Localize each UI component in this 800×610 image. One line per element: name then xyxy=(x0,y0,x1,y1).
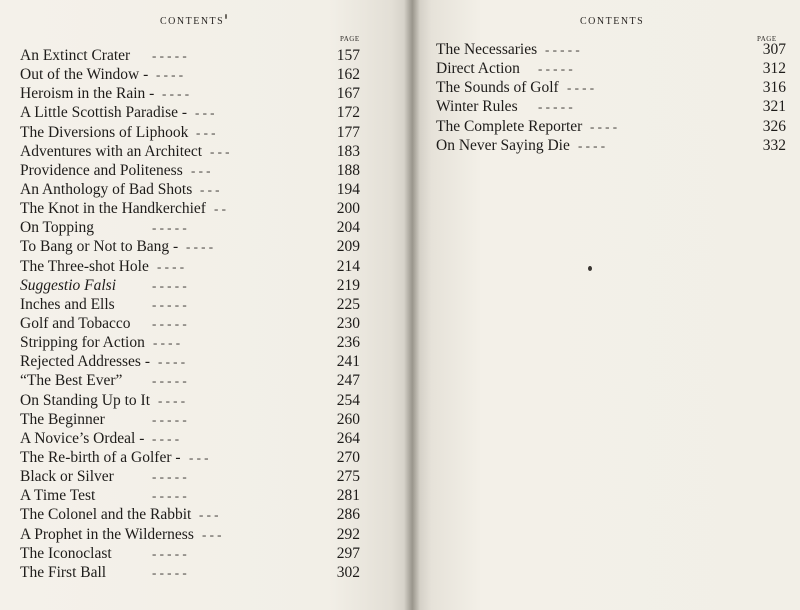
toc-entry-page-number: 204 xyxy=(336,219,360,237)
toc-entry xyxy=(436,117,786,136)
toc-leader-dashes: - - - - - xyxy=(152,411,187,427)
toc-leader-dashes: - - - - - xyxy=(152,220,187,236)
toc-entry-title: The Colonel and the Rabbit xyxy=(20,506,192,524)
toc-entry-title: Heroism in the Rain - xyxy=(20,85,155,103)
toc-entry-page-number: 183 xyxy=(336,142,360,160)
toc-entry-page-number: 247 xyxy=(336,372,360,390)
toc-entry-title: A Novice’s Ordeal - xyxy=(20,429,145,447)
toc-entry-page-number: 275 xyxy=(336,468,360,486)
toc-entry-title: Out of the Window - xyxy=(20,66,149,84)
toc-leader-dashes: - - - xyxy=(200,181,220,197)
toc-entry-title: “The Best Ever” xyxy=(20,372,123,390)
toc-leader-dashes: - - - - xyxy=(162,86,190,102)
toc-leader-dashes: - - xyxy=(214,201,226,217)
toc-leader-dashes: - - - - - xyxy=(152,373,187,389)
toc-leader-dashes: - - - - - xyxy=(152,469,187,485)
toc-entry-title: A Little Scottish Paradise - xyxy=(20,104,188,122)
toc-entry-page-number: 260 xyxy=(336,410,360,428)
toc-leader-dashes: - - - xyxy=(196,124,216,140)
toc-entry-title: On Standing Up to It xyxy=(20,391,151,409)
toc-entry-title: The Complete Reporter xyxy=(436,117,583,135)
toc-entry-page-number: 332 xyxy=(762,136,786,154)
toc-leader-dashes: - - - - xyxy=(153,335,181,351)
toc-entry-page-number: 157 xyxy=(336,47,360,64)
toc-entry xyxy=(20,505,360,524)
toc-entry xyxy=(20,237,360,256)
right-page xyxy=(412,0,800,610)
toc-entry-title: Providence and Politeness xyxy=(20,161,183,179)
toc-entry-page-number: 236 xyxy=(336,334,360,352)
toc-entry-page-number: 230 xyxy=(336,314,360,332)
toc-entry xyxy=(20,123,360,142)
toc-leader-dashes: - - - - - xyxy=(152,48,187,63)
toc-entry-page-number: 200 xyxy=(336,200,360,218)
toc-entry xyxy=(20,180,360,199)
toc-entry xyxy=(20,410,360,429)
toc-entry xyxy=(436,40,786,59)
page-column-label-left: PAGE xyxy=(340,35,360,43)
toc-entry xyxy=(20,103,360,122)
toc-entry-page-number: 270 xyxy=(336,448,360,466)
toc-entry-page-number: 264 xyxy=(336,429,360,447)
toc-entry-page-number: 297 xyxy=(336,544,360,562)
toc-entry xyxy=(20,84,360,103)
toc-entry-title: The Three-shot Hole xyxy=(20,257,149,275)
toc-entry-title: A Prophet in the Wilderness xyxy=(20,525,194,543)
toc-entry-title: The Re-birth of a Golfer - xyxy=(20,448,181,466)
toc-entry-title: Black or Silver xyxy=(20,468,114,486)
toc-leader-dashes: - - - xyxy=(210,143,230,159)
toc-entry xyxy=(436,136,786,155)
toc-entry xyxy=(436,97,786,116)
toc-entry-title: Inches and Ells xyxy=(20,295,115,313)
toc-entry-page-number: 316 xyxy=(762,79,786,97)
toc-entry-title: The Iconoclast xyxy=(20,544,112,562)
toc-entry-title: Stripping for Action xyxy=(20,334,145,352)
toc-entry-title: A Time Test xyxy=(20,487,96,505)
toc-entry-page-number: 194 xyxy=(336,180,360,198)
toc-leader-dashes: - - - - - xyxy=(152,564,187,580)
toc-entry-title: The Knot in the Handkerchief xyxy=(20,200,206,218)
toc-leader-dashes: - - - - xyxy=(590,118,618,134)
toc-entry xyxy=(20,295,360,314)
toc-entry-page-number: 225 xyxy=(336,295,360,313)
toc-leader-dashes: - - - - xyxy=(567,80,595,96)
toc-entry xyxy=(20,199,360,218)
toc-entry xyxy=(20,544,360,563)
toc-leader-dashes: - - - - xyxy=(186,239,214,255)
toc-entry xyxy=(20,218,360,237)
toc-entry-title: Adventures with an Architect xyxy=(20,142,203,160)
toc-entry xyxy=(20,429,360,448)
toc-leader-dashes: - - - - xyxy=(158,354,186,370)
toc-entry xyxy=(20,563,360,582)
toc-entry-page-number: 312 xyxy=(762,60,786,78)
toc-leader-dashes: - - - - xyxy=(157,258,185,274)
toc-entry-title: The First Ball xyxy=(20,563,107,581)
toc-leader-dashes: - - - - - xyxy=(152,545,187,561)
paper-speck xyxy=(588,266,592,271)
toc-entry xyxy=(20,333,360,352)
toc-leader-dashes: - - - - - xyxy=(152,277,187,293)
toc-entry-page-number: 326 xyxy=(762,117,786,135)
toc-entry xyxy=(20,142,360,161)
toc-leader-dashes: - - - - - xyxy=(538,99,573,115)
toc-entry-page-number: 286 xyxy=(336,506,360,524)
toc-entry-title: The Necessaries xyxy=(436,41,538,58)
toc-entry-page-number: 321 xyxy=(762,98,786,116)
toc-leader-dashes: - - - xyxy=(195,105,215,121)
toc-leader-dashes: - - - - - xyxy=(152,315,187,331)
toc-entry-page-number: 162 xyxy=(336,66,360,84)
toc-entry-title: The Sounds of Golf xyxy=(436,79,559,97)
toc-entry-title: Winter Rules xyxy=(436,98,518,116)
toc-entry xyxy=(20,352,360,371)
toc-entry-page-number: 167 xyxy=(336,85,360,103)
toc-entry xyxy=(20,65,360,84)
toc-list-right xyxy=(436,40,786,155)
toc-leader-dashes: - - - - xyxy=(158,392,186,408)
toc-entry-page-number: 219 xyxy=(336,276,360,294)
toc-entry-page-number: 281 xyxy=(336,487,360,505)
paper-speck xyxy=(225,14,227,19)
toc-leader-dashes: - - - - xyxy=(152,430,180,446)
toc-entry xyxy=(20,161,360,180)
toc-entry-title: The Beginner xyxy=(20,410,105,428)
toc-entry xyxy=(20,448,360,467)
toc-entry xyxy=(20,467,360,486)
toc-entry-page-number: 177 xyxy=(336,123,360,141)
contents-heading-left: CONTENTS xyxy=(160,16,225,27)
toc-leader-dashes: - - - - xyxy=(578,137,606,153)
toc-leader-dashes: - - - xyxy=(189,449,209,465)
toc-entry-title: Suggestio Falsi xyxy=(20,276,117,294)
toc-entry-title: On Never Saying Die xyxy=(436,136,570,154)
toc-entry-title: To Bang or Not to Bang - xyxy=(20,238,179,256)
toc-leader-dashes: - - - - - xyxy=(538,61,573,77)
toc-entry-title: The Diversions of Liphook xyxy=(20,123,189,141)
toc-entry-title: Direct Action xyxy=(436,60,520,78)
toc-leader-dashes: - - - - - xyxy=(152,296,187,312)
toc-entry-page-number: 241 xyxy=(336,353,360,371)
toc-entry xyxy=(20,371,360,390)
toc-entry-title: Golf and Tobacco xyxy=(20,314,131,332)
toc-entry-page-number: 254 xyxy=(336,391,360,409)
toc-leader-dashes: - - - xyxy=(202,526,222,542)
toc-entry xyxy=(20,276,360,295)
toc-entry-title: On Topping xyxy=(20,219,94,237)
contents-heading-right: CONTENTS xyxy=(580,16,645,27)
toc-entry-page-number: 302 xyxy=(336,563,360,581)
toc-leader-dashes: - - - xyxy=(199,507,219,523)
toc-list-left xyxy=(20,46,360,582)
toc-entry-page-number: 172 xyxy=(336,104,360,122)
book-gutter xyxy=(404,0,420,610)
toc-leader-dashes: - - - xyxy=(191,162,211,178)
toc-entry xyxy=(20,486,360,505)
toc-entry xyxy=(436,59,786,78)
toc-entry xyxy=(20,525,360,544)
toc-entry-title: An Extinct Crater xyxy=(20,47,131,64)
toc-entry xyxy=(20,46,360,65)
toc-entry-page-number: 307 xyxy=(762,41,786,58)
toc-entry-page-number: 188 xyxy=(336,161,360,179)
toc-entry-title: An Anthology of Bad Shots xyxy=(20,180,193,198)
toc-entry-page-number: 209 xyxy=(336,238,360,256)
page-column-label-right: PAGE xyxy=(757,35,777,43)
toc-entry-title: Rejected Addresses - xyxy=(20,353,150,371)
toc-entry xyxy=(20,257,360,276)
toc-entry xyxy=(20,391,360,410)
toc-leader-dashes: - - - - - xyxy=(545,42,580,57)
toc-leader-dashes: - - - - - xyxy=(152,488,187,504)
toc-entry-page-number: 214 xyxy=(336,257,360,275)
toc-entry xyxy=(436,78,786,97)
toc-entry xyxy=(20,314,360,333)
toc-leader-dashes: - - - - xyxy=(156,67,184,83)
toc-entry-page-number: 292 xyxy=(336,525,360,543)
